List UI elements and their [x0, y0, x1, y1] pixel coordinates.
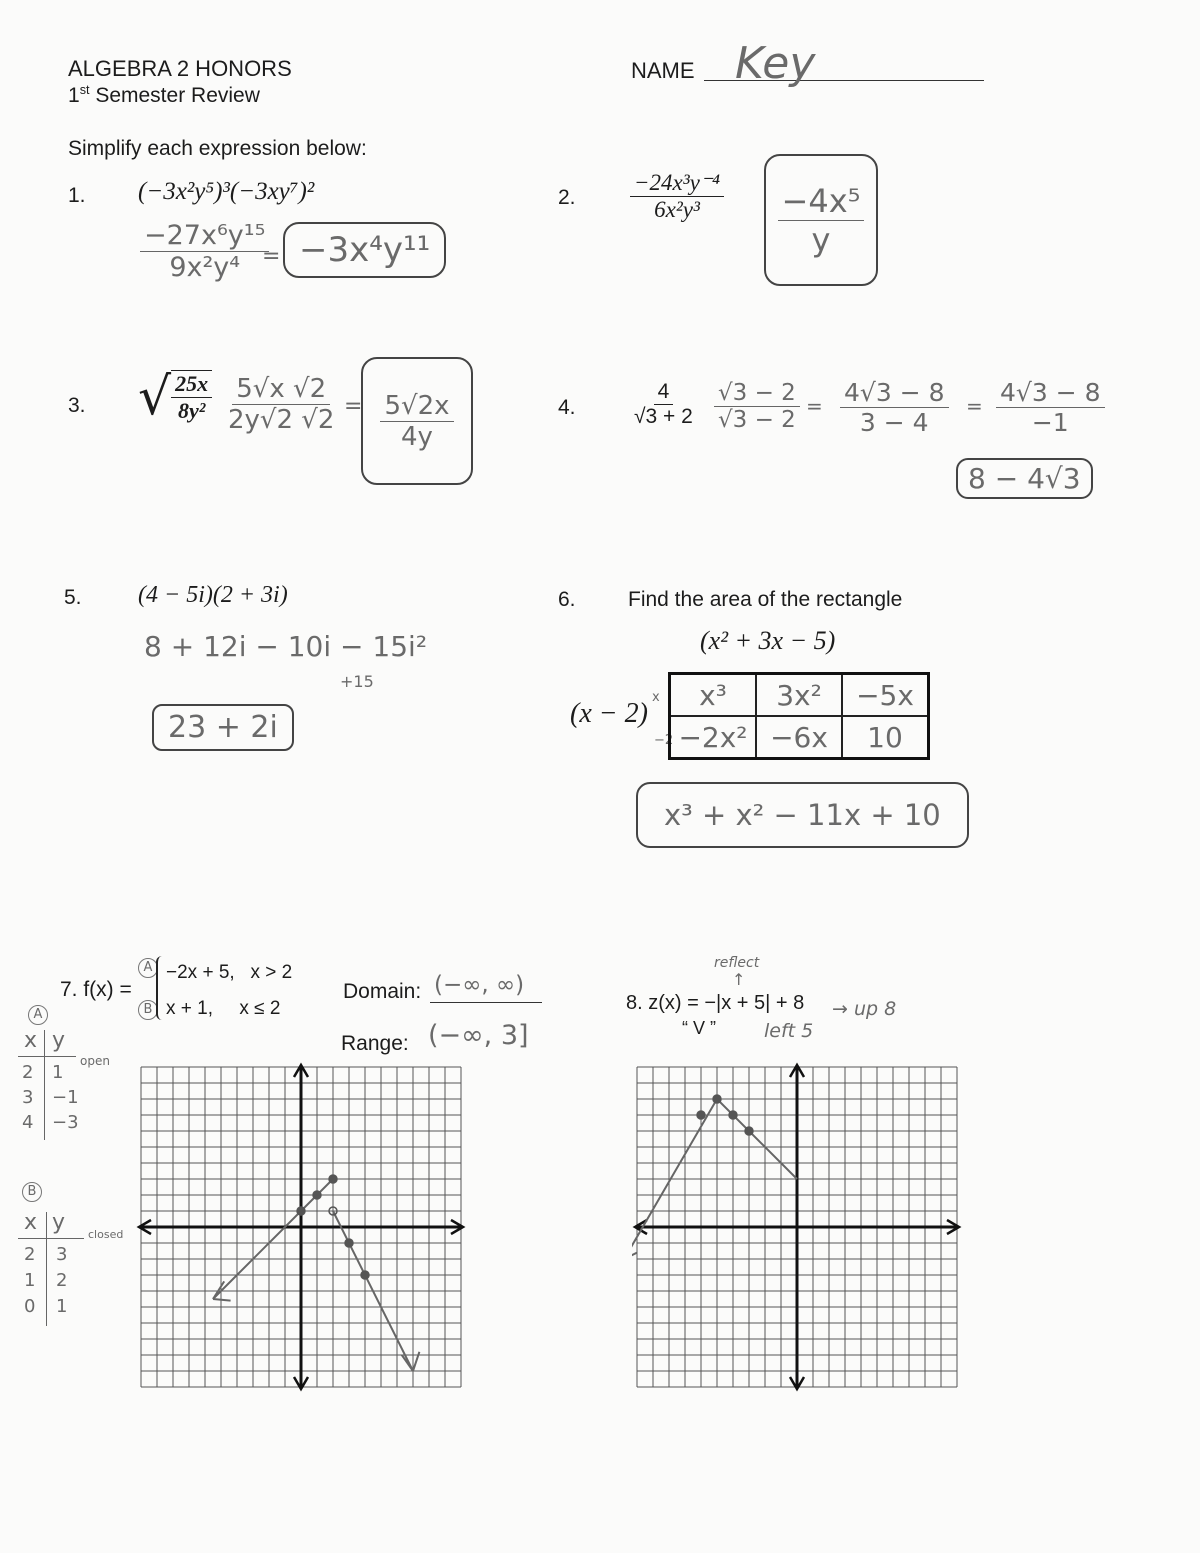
- graph-point: [729, 1111, 737, 1119]
- problem-8-graph: [632, 1062, 962, 1392]
- problem-1-work-numerator: −27x⁶y¹⁵: [140, 220, 269, 252]
- problem-6-row-label-2: −2: [654, 733, 674, 748]
- problem-1-number: 1.: [68, 184, 86, 207]
- problem-2-numerator: −24x³y⁻⁴: [630, 170, 724, 197]
- problem-6-area-table: [668, 672, 930, 760]
- problem-5-note: +15: [340, 672, 374, 691]
- problem-4-step-2-numerator: 4√3 − 8: [996, 378, 1105, 408]
- problem-3-answer-numerator: 5√2x: [380, 391, 453, 422]
- area-cell: 10: [842, 716, 929, 759]
- area-cell: −5x: [842, 674, 929, 717]
- problem-4-number: 4.: [558, 396, 576, 419]
- problem-1-expression: (−3x²y⁵)³(−3xy⁷)²: [138, 178, 315, 205]
- problem-5-number: 5.: [64, 586, 82, 609]
- problem-6-number: 6.: [558, 588, 576, 611]
- table-a-x: 3: [22, 1087, 34, 1108]
- problem-4-denominator: √3 + 2: [634, 405, 693, 428]
- problem-7-label: 7. f(x) =: [60, 978, 132, 1001]
- course-title: ALGEBRA 2 HONORS: [68, 56, 292, 81]
- problem-7-piece-b: x + 1, x ≤ 2: [166, 998, 281, 1019]
- problem-8-label: 8. z(x) = −|x + 5| + 8: [626, 992, 805, 1014]
- problem-6-prompt: Find the area of the rectangle: [628, 588, 903, 611]
- problem-4-expression: [630, 380, 697, 429]
- problem-3-work-numerator: 5√x √2: [232, 374, 330, 405]
- problem-4-step-2: [996, 378, 1105, 437]
- name-value: Key: [735, 38, 816, 89]
- problem-2-answer: [764, 154, 878, 286]
- problem-1-equals: =: [262, 244, 281, 269]
- table-b-row: [56, 1242, 67, 1320]
- table-a-y: 1: [52, 1062, 64, 1083]
- problem-7-piece-a-tag: A: [138, 958, 158, 978]
- problem-8-note-reflect: reflect: [714, 955, 760, 971]
- table-a-header-y: y: [52, 1028, 66, 1053]
- area-cell: −2x²: [670, 716, 757, 759]
- table-b-hline: [18, 1238, 84, 1239]
- problem-1-work: [140, 220, 269, 283]
- problem-3-answer-denominator: 4y: [401, 421, 433, 452]
- table-a-tag: A: [28, 1005, 48, 1025]
- instructions: Simplify each expression below:: [68, 137, 367, 160]
- problem-6-top-factor: (x² + 3x − 5): [700, 626, 836, 655]
- point-closed: [361, 1271, 369, 1279]
- problem-7-piece-a: −2x + 5, x > 2: [166, 962, 293, 983]
- problem-4-conjugate: [714, 380, 800, 433]
- arrowhead-icon: [213, 1299, 231, 1301]
- arrowhead-icon: [402, 1355, 413, 1371]
- problem-4-numerator: 4: [654, 380, 674, 405]
- problem-4-answer: 8 − 4√3: [956, 458, 1093, 499]
- table-b-header-y: y: [52, 1210, 66, 1235]
- table-b-y: 3: [56, 1244, 68, 1265]
- table-a-x: 4: [22, 1112, 34, 1133]
- table-a-row: [22, 1060, 33, 1135]
- piecewise-brace: [156, 956, 166, 1020]
- table-a-x: 2: [22, 1062, 34, 1083]
- problem-4-equals-1: =: [806, 394, 823, 418]
- radical-icon: √: [138, 367, 172, 427]
- problem-2-answer-numerator: −4x⁵: [778, 182, 865, 221]
- range-value: (−∞, 3]: [428, 1020, 529, 1051]
- problem-3-work-denominator: 2y√2 √2: [228, 405, 335, 435]
- table-b-x: 0: [24, 1296, 36, 1317]
- reflect-arrow-icon: ↑: [732, 970, 746, 989]
- problem-5-work: 8 + 12i − 10i − 15i²: [144, 630, 428, 663]
- problem-6-row-label-1: x: [652, 690, 660, 705]
- problem-4-step-1: [840, 378, 949, 437]
- semester-text: Semester Review: [95, 84, 260, 107]
- problem-4-step-2-denominator: −1: [1031, 408, 1069, 437]
- table-b-note: closed: [88, 1228, 124, 1241]
- domain-line: [430, 1002, 542, 1003]
- domain-value: (−∞, ∞): [434, 972, 525, 998]
- table-a-y: −3: [52, 1112, 79, 1133]
- problem-3-radicand-numerator: 25x: [171, 371, 212, 398]
- problem-3-equals: =: [344, 394, 363, 419]
- problem-2-answer-denominator: y: [811, 220, 831, 259]
- problem-5-expression: (4 − 5i)(2 + 3i): [138, 582, 288, 608]
- point-closed: [329, 1175, 337, 1183]
- graph-point: [713, 1095, 721, 1103]
- table-b-x: 1: [24, 1270, 36, 1291]
- arrowhead-icon: [632, 1253, 637, 1259]
- problem-8-note-up: → up 8: [832, 998, 897, 1020]
- table-b-vline: [46, 1212, 47, 1326]
- table-a-row: [52, 1060, 79, 1135]
- area-cell: 3x²: [756, 674, 842, 717]
- problem-8-note-left: left 5: [764, 1020, 814, 1042]
- graph-point: [697, 1111, 705, 1119]
- problem-1-answer: −3x⁴y¹¹: [283, 222, 446, 278]
- domain-label: Domain:: [343, 980, 422, 1003]
- problem-7-graph: [136, 1062, 466, 1392]
- problem-1-work-denominator: 9x²y⁴: [169, 252, 241, 283]
- area-cell: −6x: [756, 716, 842, 759]
- range-label: Range:: [341, 1032, 409, 1055]
- problem-3-expression: [138, 367, 212, 427]
- problem-3-radicand-denominator: 8y²: [177, 398, 206, 423]
- problem-5-answer: 23 + 2i: [152, 704, 294, 751]
- problem-4-equals-2: =: [966, 394, 983, 418]
- table-a-header-x: x: [24, 1028, 38, 1053]
- problem-4-conjugate-numerator: √3 − 2: [714, 380, 800, 407]
- problem-4-step-1-numerator: 4√3 − 8: [840, 378, 949, 408]
- table-a-y: −1: [52, 1087, 79, 1108]
- semester-subtitle: [68, 83, 260, 108]
- table-a-note: open: [80, 1054, 110, 1068]
- problem-3-number: 3.: [68, 394, 86, 417]
- table-b-row: [24, 1242, 35, 1320]
- problem-6-answer: x³ + x² − 11x + 10: [636, 782, 969, 848]
- point-closed: [313, 1191, 321, 1199]
- graph-point: [745, 1127, 753, 1135]
- problem-7-piece-b-tag: B: [138, 1000, 158, 1020]
- table-b-x: 2: [24, 1244, 36, 1265]
- point-closed: [345, 1239, 353, 1247]
- semester-suffix: st: [79, 83, 90, 97]
- semester-number: 1: [68, 84, 80, 107]
- table-b-y: 2: [56, 1270, 68, 1291]
- problem-2-expression: [630, 170, 724, 223]
- problem-8-note-v: “ V ”: [682, 1018, 716, 1038]
- table-b-y: 1: [56, 1296, 68, 1317]
- table-b-tag: B: [22, 1182, 42, 1202]
- area-cell: x³: [670, 674, 757, 717]
- problem-3-work: [224, 374, 338, 435]
- problem-4-step-1-denominator: 3 − 4: [859, 408, 929, 437]
- problem-3-answer: [361, 357, 473, 485]
- table-a-hline: [18, 1056, 76, 1057]
- problem-4-conjugate-denominator: √3 − 2: [718, 407, 796, 433]
- table-a-vline: [44, 1030, 45, 1140]
- point-closed: [297, 1207, 305, 1215]
- name-label: NAME: [631, 58, 695, 83]
- table-b-header-x: x: [24, 1210, 38, 1235]
- problem-2-number: 2.: [558, 186, 576, 209]
- problem-2-denominator: 6x²y³: [654, 197, 700, 222]
- problem-6-side-factor: (x − 2): [570, 698, 648, 729]
